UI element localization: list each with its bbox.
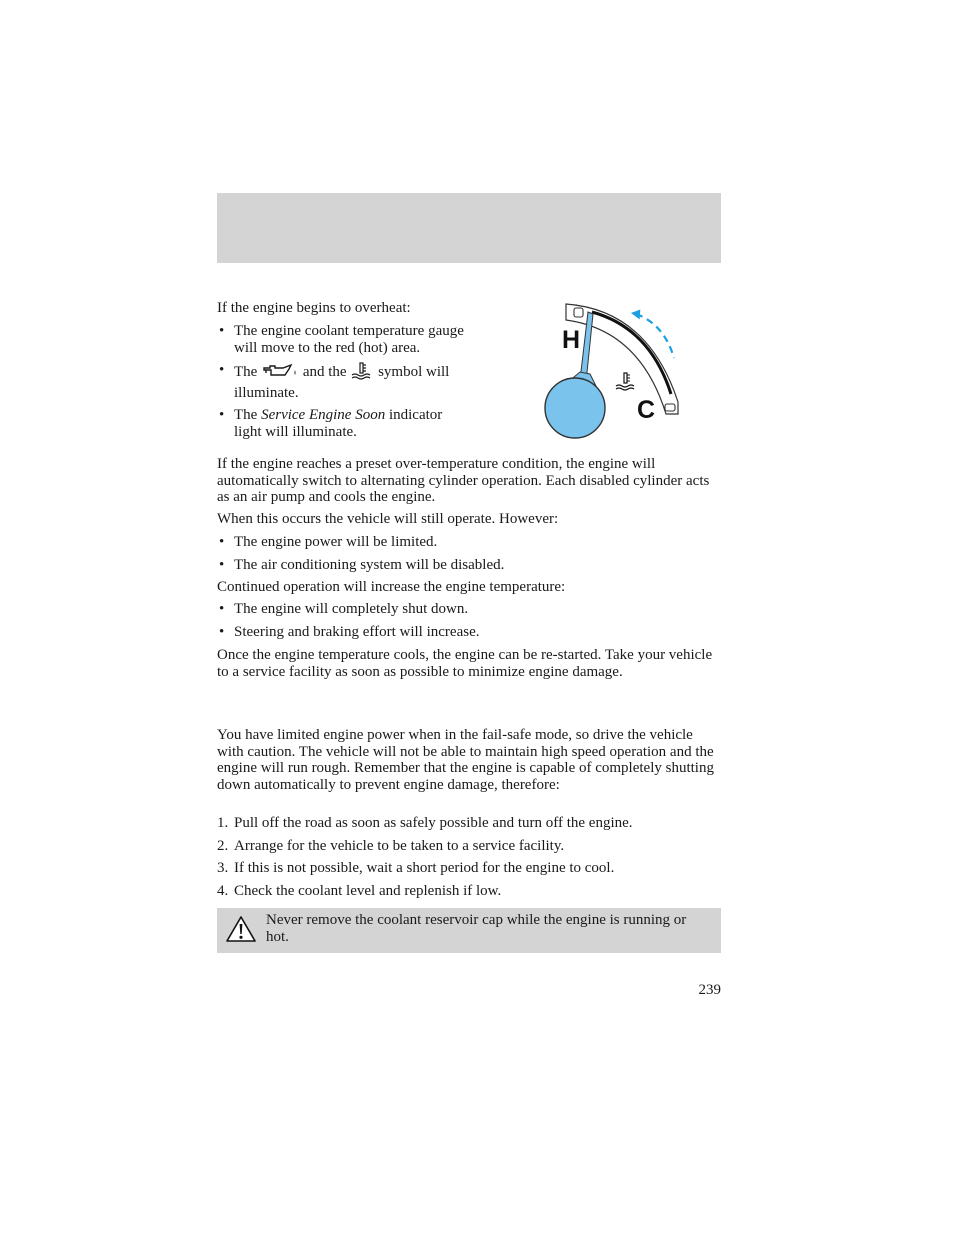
list-item: • Steering and braking effort will increase. — [219, 623, 480, 640]
overtemp-paragraph: If the engine reaches a preset over-temperature condition, the engine will automatically switch to alternating cylinder operation. Each disabled cylinder acts as an air pump and cools the engine. — [217, 456, 710, 505]
page-number: 239 — [698, 982, 721, 998]
overheat-bullet-list — [217, 323, 467, 440]
overheat-intro: If the engine begins to overheat: — [217, 300, 411, 316]
continued-paragraph: Continued operation will increase the engine temperature: — [217, 579, 566, 595]
warning-box — [217, 908, 721, 953]
when-paragraph: When this occurs the vehicle will still operate. However: — [217, 511, 559, 527]
when-bullet-list — [217, 534, 721, 573]
coolant-temperature-icon — [616, 373, 634, 390]
list-item: • The Service Engine Soon indicator light will illuminate. — [219, 407, 443, 440]
list-item: • The and the symbol will illuminate. — [219, 362, 450, 401]
warning-triangle-icon — [225, 915, 257, 948]
gauge-hot-label: H — [562, 326, 581, 354]
list-item: • The air conditioning system will be disabled. — [219, 556, 505, 573]
list-item: 4. Check the coolant level and replenish if low. — [217, 882, 502, 899]
service-engine-soon-label: Service Engine Soon — [261, 407, 386, 423]
list-item: • The engine will completely shut down. — [219, 601, 469, 617]
list-item: • The engine coolant temperature gauge will move to the red (hot) area. — [219, 323, 464, 356]
oil-pressure-icon — [261, 362, 299, 385]
temperature-gauge-illustration — [540, 300, 685, 445]
gauge-cold-label: C — [637, 396, 656, 424]
steps-list — [217, 815, 721, 899]
section-header-band — [217, 193, 721, 263]
failsafe-paragraph: You have limited engine power when in the fail-safe mode, so drive the vehicle with caution. The vehicle will not be able to maintain high speed operation and the engine will run rough. Remember that the engine is capable of completely shutting down automatically to prevent engine damage, therefore: — [217, 727, 714, 793]
coolant-temperature-icon — [350, 362, 374, 385]
warning-text: Never remove the coolant reservoir cap while the engine is running or hot. — [266, 912, 687, 945]
list-item: 1. Pull off the road as soon as safely possible and turn off the engine. — [217, 815, 633, 831]
continued-bullet-list — [217, 601, 721, 640]
list-item: 2. Arrange for the vehicle to be taken to a service facility. — [217, 837, 565, 854]
restart-paragraph: Once the engine temperature cools, the engine can be re-started. Take your vehicle to a service facility as soon as possible to minimize engine damage. — [217, 647, 713, 680]
list-item: • The engine power will be limited. — [219, 534, 438, 550]
list-item: 3. If this is not possible, wait a short period for the engine to cool. — [217, 860, 615, 876]
